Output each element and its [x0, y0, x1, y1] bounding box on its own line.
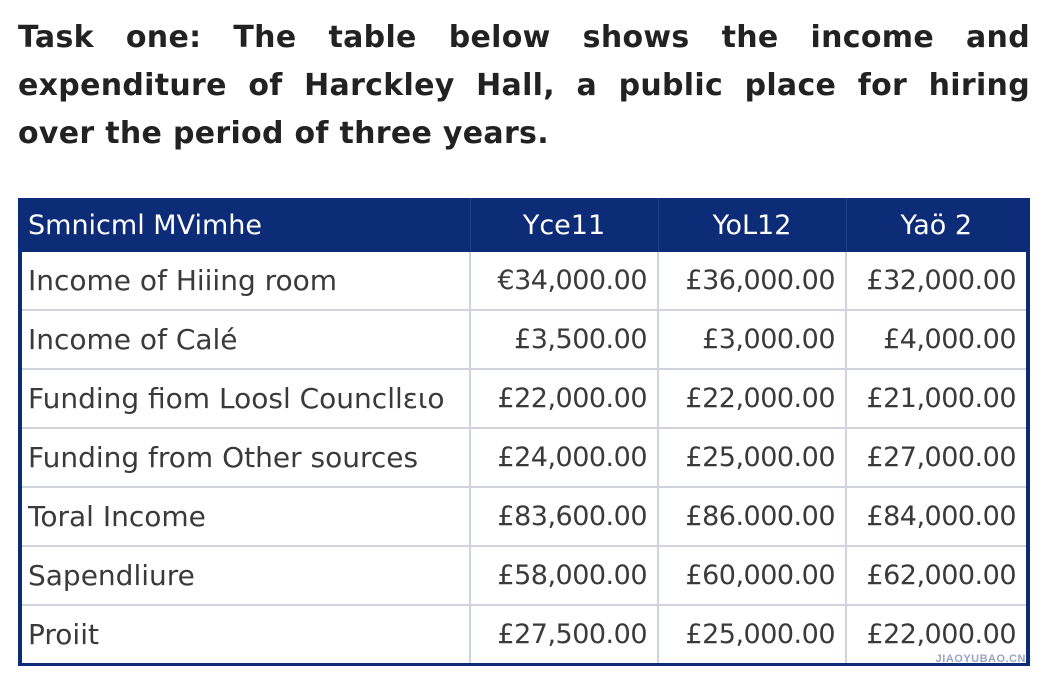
table-header-row — [22, 198, 1026, 252]
cell-year-3: £62,000.00 — [846, 546, 1026, 605]
watermark-logo: JIAOYUBAO.CN — [935, 653, 1026, 665]
cell-year-2: £25,000.00 — [658, 605, 846, 663]
cell-year-3: £22,000.00 — [846, 605, 1026, 663]
row-label: Toral Income — [22, 487, 470, 546]
cell-year-1: £24,000.00 — [470, 428, 658, 487]
income-expenditure-table — [22, 198, 1026, 663]
cell-year-2: £36,000.00 — [658, 252, 846, 310]
cell-year-1: £3,500.00 — [470, 310, 658, 369]
cell-year-3: £21,000.00 — [846, 369, 1026, 428]
cell-year-1: £27,500.00 — [470, 605, 658, 663]
table-row — [22, 428, 1026, 487]
table-row — [22, 252, 1026, 310]
row-label: Funding from Other sources — [22, 428, 470, 487]
cell-year-2: £25,000.00 — [658, 428, 846, 487]
table-row — [22, 605, 1026, 663]
cell-year-2: £3,000.00 — [658, 310, 846, 369]
table-row — [22, 369, 1026, 428]
cell-year-2: £86.000.00 — [658, 487, 846, 546]
cell-year-1: £83,600.00 — [470, 487, 658, 546]
header-year-1: Yce11 — [470, 198, 658, 252]
table-row — [22, 487, 1026, 546]
header-category: Smnicml MVimhe — [22, 198, 470, 252]
row-label: Income of Calé — [22, 310, 470, 369]
row-label: Income of Hiiing room — [22, 252, 470, 310]
income-expenditure-table-frame — [18, 198, 1030, 666]
header-year-2: YoL12 — [658, 198, 846, 252]
row-label: Proiit — [22, 605, 470, 663]
table-row — [22, 310, 1026, 369]
row-label: Funding fiom Loosl Councllειο — [22, 369, 470, 428]
cell-year-3: £4,000.00 — [846, 310, 1026, 369]
cell-year-1: €34,000.00 — [470, 252, 658, 310]
cell-year-1: £22,000.00 — [470, 369, 658, 428]
table-row — [22, 546, 1026, 605]
row-label: Sapendliure — [22, 546, 470, 605]
cell-year-3: £32,000.00 — [846, 252, 1026, 310]
task-description: Task one: The table below shows the income and expenditure of Harckley Hall, a public place for hiring over the period of three years. — [18, 20, 1030, 151]
cell-year-2: £60,000.00 — [658, 546, 846, 605]
cell-year-3: £27,000.00 — [846, 428, 1026, 487]
cell-year-2: £22,000.00 — [658, 369, 846, 428]
cell-year-1: £58,000.00 — [470, 546, 658, 605]
header-year-3: Yaö 2 — [846, 198, 1026, 252]
cell-year-3: £84,000.00 — [846, 487, 1026, 546]
